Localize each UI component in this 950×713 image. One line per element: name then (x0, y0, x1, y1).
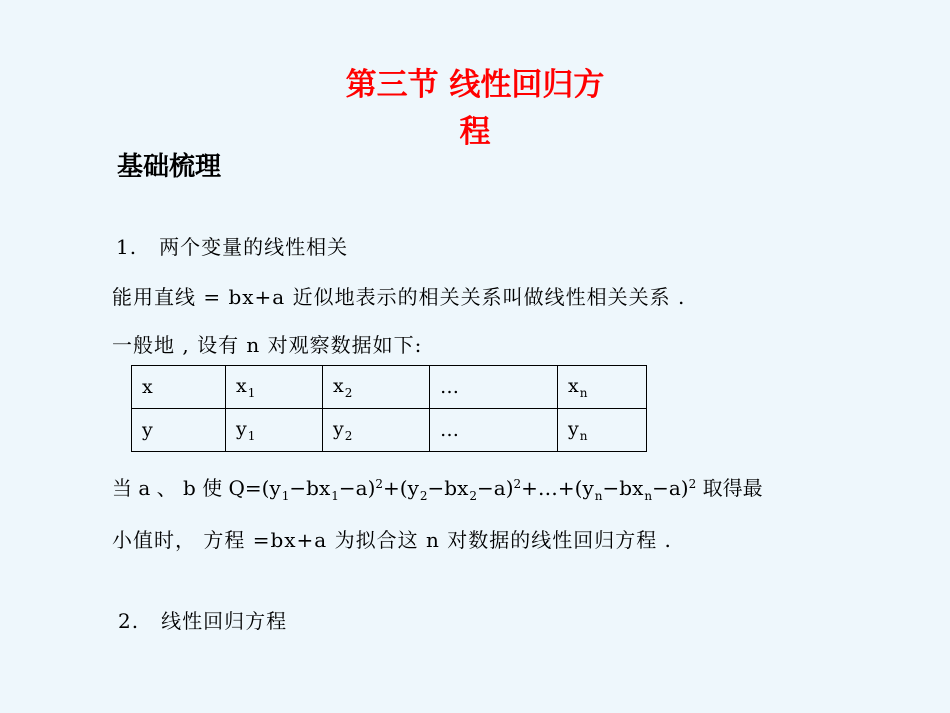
intro-text: 一般地 , 设有 n 对观察数据如下: (112, 333, 423, 357)
table-row-y (132, 409, 647, 452)
slide-title-line2: 程 (459, 114, 491, 150)
table-cell: x (132, 366, 226, 409)
conclusion-text: 小值时， 方程 =bx+a 为拟合这 n 对数据的线性回归方程 . (112, 528, 672, 552)
item1-number: 1. (116, 235, 138, 259)
table-row-x (132, 366, 647, 409)
table-cell: $x_n$ (558, 366, 647, 409)
item2-heading-line (118, 605, 287, 634)
definition-text: 能用直线 = bx+a 近似地表示的相关关系叫做线性相关关系 . (112, 285, 686, 309)
table-cell: $x_1$ (226, 366, 323, 409)
table-cell: $y_n$ (558, 409, 647, 452)
table-cell: … (430, 366, 558, 409)
item2-number: 2. (118, 609, 140, 633)
table-cell: $x_2$ (323, 366, 430, 409)
table-cell: … (430, 409, 558, 452)
table-cell: $y_2$ (323, 409, 430, 452)
item1-heading: 两个变量的线性相关 (159, 235, 349, 259)
table-cell: y (132, 409, 226, 452)
slide-title (290, 62, 660, 156)
section-heading: 基础梳理 (117, 152, 222, 182)
item1-heading-line (116, 231, 348, 260)
item2-heading: 线性回归方程 (161, 609, 288, 633)
table-cell: $y_1$ (226, 409, 323, 452)
slide-title-line1: 第三节 线性回归方 (345, 67, 605, 103)
condition-formula: 当 a 、 b 使 $Q=(y_1-bx_1-a)^2+(y_2-bx_2-a)^2+\dots+(y_n-bx_n-a)^2$ 取得最 (112, 476, 763, 503)
observation-table (131, 365, 647, 452)
